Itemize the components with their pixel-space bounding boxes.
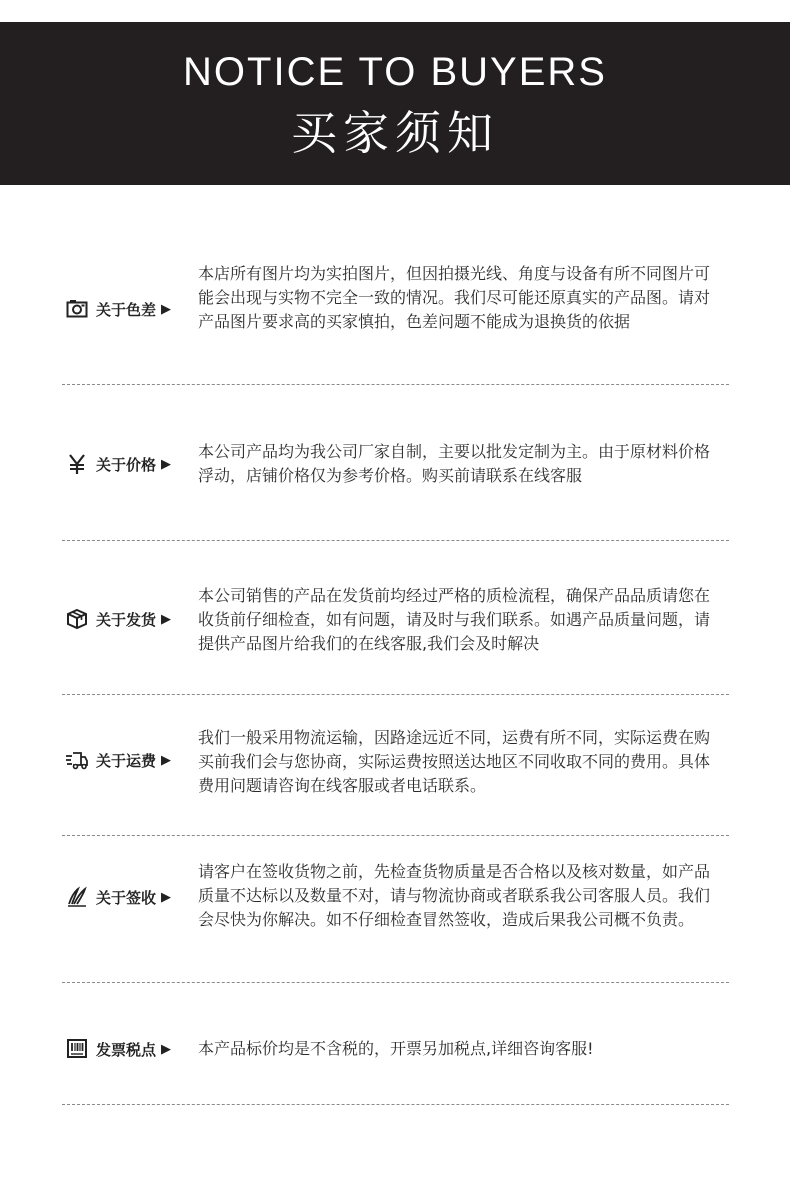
arrow-right-icon: ▶ <box>161 889 172 905</box>
signature-icon <box>66 886 88 908</box>
notice-label-text: 关于发货 <box>96 610 157 629</box>
notice-label-signing <box>66 886 171 908</box>
notice-label-shipping <box>66 608 171 630</box>
notice-text-signing: 请客户在签收货物之前，先检查货物质量是否合格以及核对数量，如产品质量不达标以及数量不对，请与物流协商或者联系我公司客服人员。我们会尽快为你解决。如不仔细检查冒然签收，造成后果我公司概不负责。 <box>198 862 711 929</box>
divider <box>62 982 729 983</box>
notice-label-text: 发票税点 <box>96 1040 157 1059</box>
header-title-en: NOTICE TO BUYERS <box>183 50 607 94</box>
divider <box>62 694 729 695</box>
arrow-right-icon: ▶ <box>161 752 172 768</box>
arrow-right-icon: ▶ <box>161 301 172 317</box>
arrow-right-icon: ▶ <box>161 1041 172 1057</box>
notice-text-invoice-tax: 本产品标价均是不含税的，开票另加税点,详细咨询客服! <box>198 1039 594 1058</box>
divider <box>62 540 729 541</box>
notice-label-freight <box>66 749 171 771</box>
notice-label-text: 关于价格 <box>96 455 157 474</box>
arrow-right-icon: ▶ <box>161 611 172 627</box>
notice-label-price <box>66 453 171 475</box>
receipt-icon <box>66 1038 88 1060</box>
divider <box>62 1104 729 1105</box>
package-icon <box>66 608 88 630</box>
header-banner <box>0 22 790 185</box>
header-title-cn: 买家须知 <box>291 106 499 160</box>
notice-label-text: 关于运费 <box>96 751 157 770</box>
notice-label-text: 关于签收 <box>96 888 157 907</box>
notice-text-price: 本公司产品均为我公司厂家自制，主要以批发定制为主。由于原材料价格浮动，店铺价格仅为参考价格。购买前请联系在线客服 <box>198 442 711 485</box>
notice-label-invoice-tax <box>66 1038 171 1060</box>
notice-label-text: 关于色差 <box>96 300 157 319</box>
truck-icon <box>66 749 88 771</box>
notice-text-freight: 我们一般采用物流运输，因路途远近不同，运费有所不同，实际运费在购买前我们会与您协商，实际运费按照送达地区不同收取不同的费用。具体费用问题请咨询在线客服或者电话联系。 <box>198 728 711 795</box>
arrow-right-icon: ▶ <box>161 456 172 472</box>
notice-label-color-difference <box>66 298 171 320</box>
divider <box>62 835 729 836</box>
notice-text-shipping: 本公司销售的产品在发货前均经过严格的质检流程，确保产品品质请您在收货前仔细检查，如有问题，请及时与我们联系。如遇产品质量问题，请提供产品图片给我们的在线客服,我们会及时解决 <box>198 586 711 653</box>
camera-icon <box>66 298 88 320</box>
yen-icon <box>66 453 88 475</box>
notice-text-color-difference: 本店所有图片均为实拍图片，但因拍摄光线、角度与设备有所不同图片可能会出现与实物不完全一致的情况。我们尽可能还原真实的产品图。请对产品图片要求高的买家慎拍，色差问题不能成为退换货的依据 <box>198 264 711 331</box>
divider <box>62 384 729 385</box>
